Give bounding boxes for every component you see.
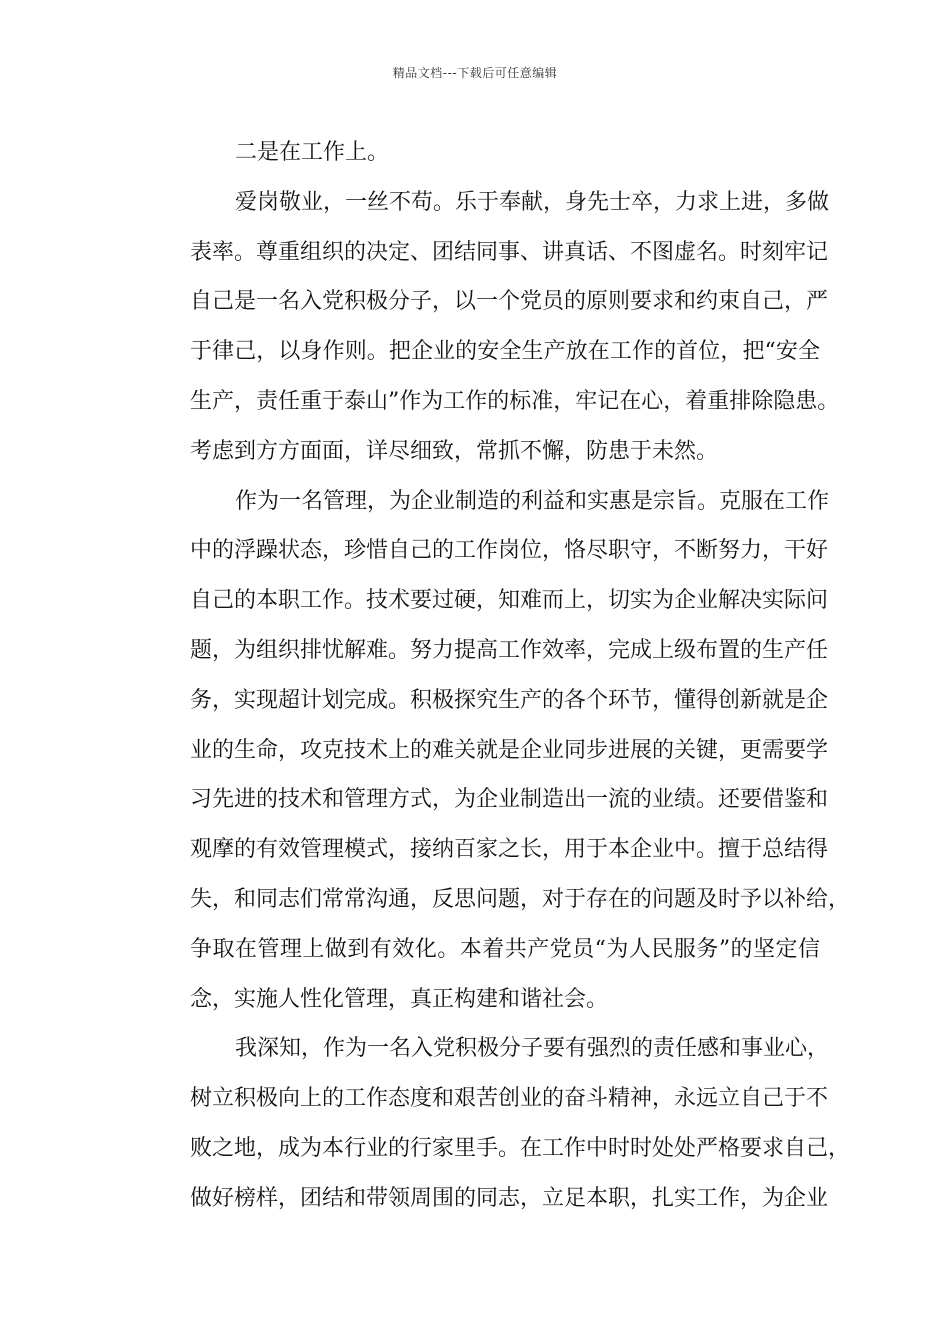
text-line: 自己是一名入党积极分子，以一个党员的原则要求和约束自己，严 — [190, 289, 829, 315]
text-line: 观摩的有效管理模式，接纳百家之长，用于本企业中。擅于总结得 — [190, 837, 829, 863]
text-line: 考虑到方方面面，详尽细致，常抓不懈，防患于未然。 — [190, 438, 719, 464]
text-line: 二是在工作上。 — [235, 140, 390, 165]
text-line: 作为一名管理，为企业制造的利益和实惠是宗旨。克服在工作 — [235, 488, 830, 514]
text-line: 表率。尊重组织的决定、团结同事、讲真话、不图虚名。时刻牢记 — [190, 239, 829, 265]
text-line: 树立积极向上的工作态度和艰苦创业的奋斗精神，永远立自己于不 — [190, 1086, 829, 1112]
text-line: 我深知，作为一名入党积极分子要有强烈的责任感和事业心， — [235, 1036, 830, 1062]
text-line: 争取在管理上做到有效化。本着共产党员“为人民服务”的坚定信 — [190, 936, 820, 962]
text-line: 爱岗敬业，一丝不苟。乐于奉献，身先士卒，力求上进，多做 — [235, 189, 830, 215]
text-line: 念，实施人性化管理，真正构建和谐社会。 — [190, 986, 609, 1012]
text-line: 业的生命，攻克技术上的难关就是企业同步进展的关键，更需要学 — [190, 737, 829, 763]
text-line: 习先进的技术和管理方式，为企业制造出一流的业绩。还要借鉴和 — [190, 787, 829, 813]
document-body — [145, 128, 851, 1224]
page-header: 精品文档---下载后可任意编辑 — [392, 66, 558, 80]
paragraph-2 — [145, 178, 840, 477]
text-line: 失，和同志们常常沟通，反思问题，对于存在的问题及时予以补给， — [190, 886, 851, 912]
text-line: 中的浮躁状态，珍惜自己的工作岗位，恪尽职守，不断努力，干好 — [190, 538, 829, 564]
text-line: 生产，责任重于泰山”作为工作的标准，牢记在心，着重排除隐患。 — [190, 388, 840, 414]
paragraph-4 — [145, 1024, 851, 1223]
text-line: 于律己，以身作则。把企业的安全生产放在工作的首位，把“安全 — [190, 339, 820, 365]
text-line: 务，实现超计划完成。积极探究生产的各个环节，懂得创新就是企 — [190, 687, 829, 713]
text-line: 题，为组织排忧解难。努力提高工作效率，完成上级布置的生产任 — [190, 637, 829, 663]
text-line: 做好榜样，团结和带领周围的同志，立足本职，扎实工作，为企业 — [190, 1185, 829, 1211]
paragraph-3 — [145, 477, 851, 1025]
text-line: 败之地，成为本行业的行家里手。在工作中时时处处严格要求自己， — [190, 1135, 851, 1161]
paragraph-1 — [145, 128, 820, 178]
text-line: 自己的本职工作。技术要过硬，知难而上，切实为企业解决实际问 — [190, 588, 829, 614]
